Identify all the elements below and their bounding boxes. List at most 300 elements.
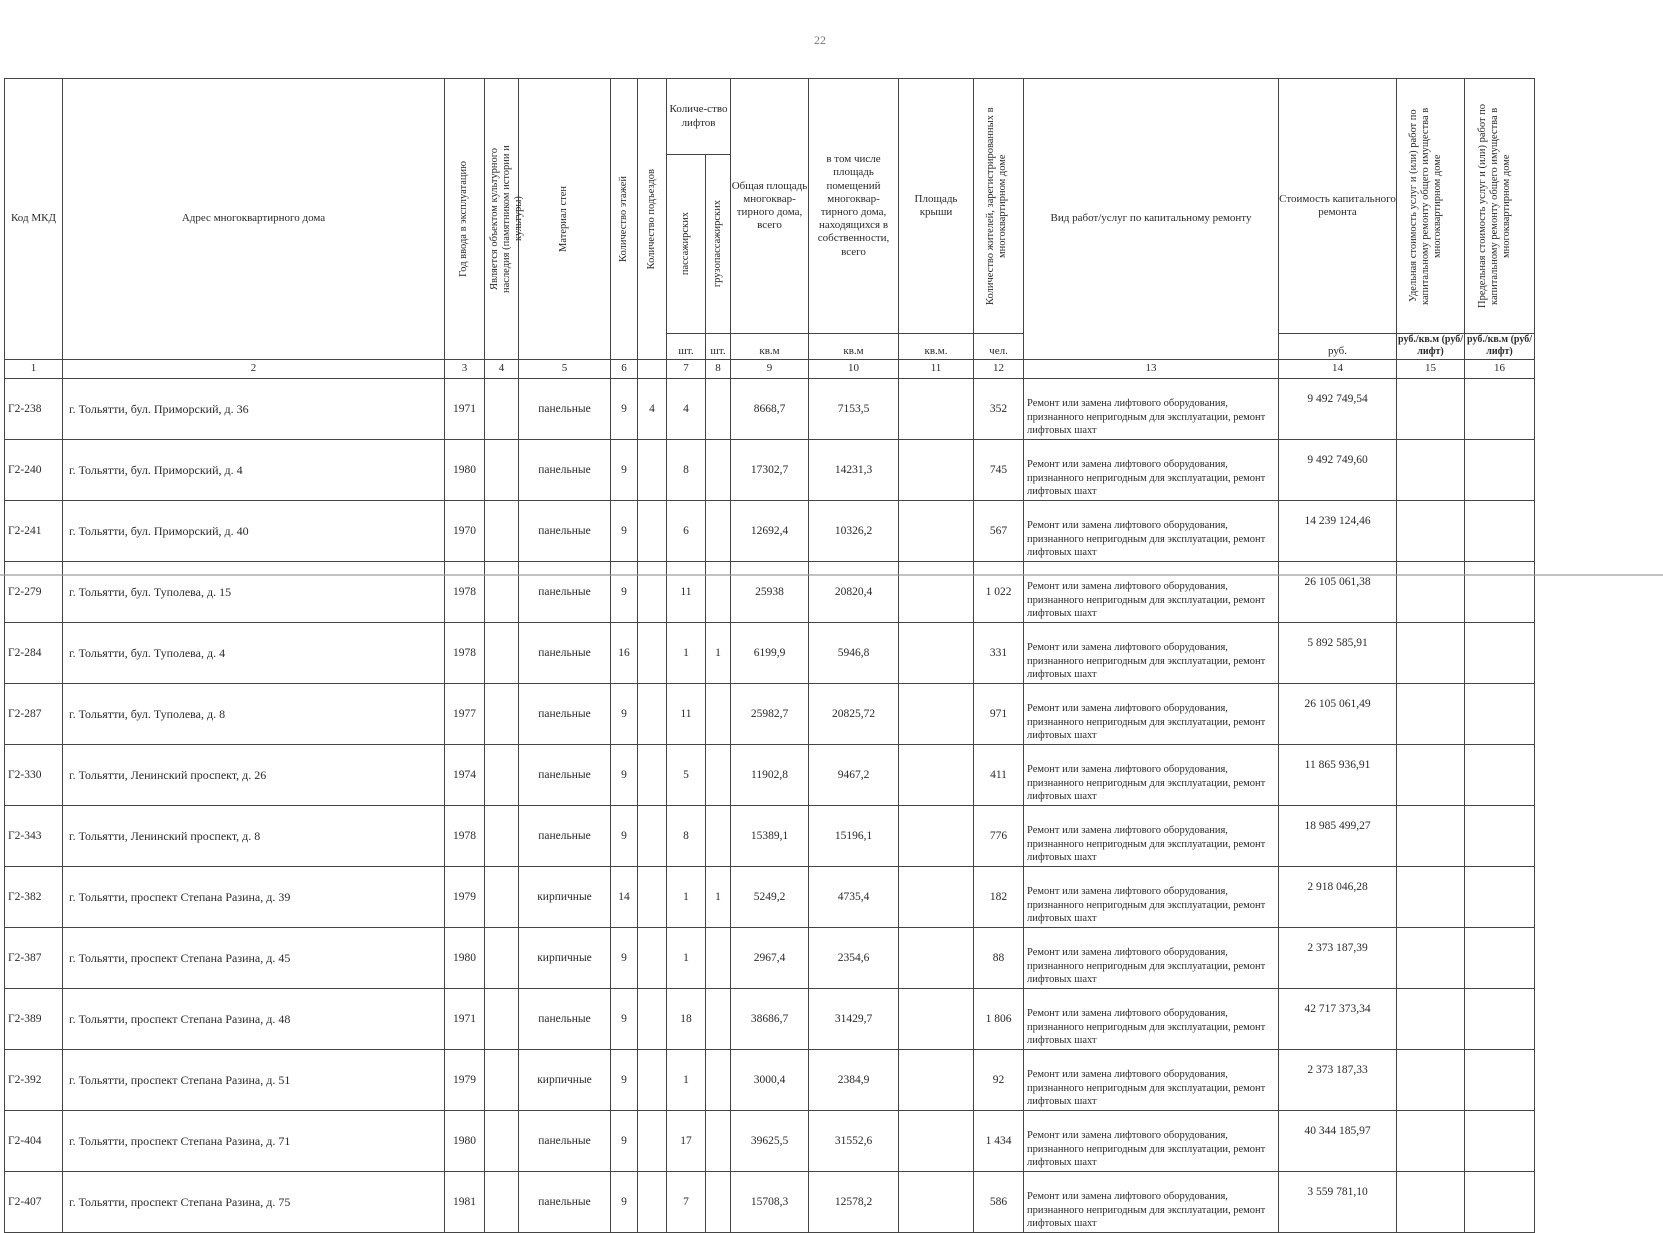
row-unit-cost bbox=[1397, 989, 1465, 1050]
table-row bbox=[5, 1050, 1535, 1111]
row-floors: 9 bbox=[611, 684, 638, 745]
header-roof-area: Площадь крыши bbox=[899, 79, 974, 334]
row-cost: 2 373 187,39 bbox=[1279, 928, 1397, 989]
row-floors: 9 bbox=[611, 379, 638, 440]
row-max-cost bbox=[1465, 684, 1535, 745]
row-year: 1971 bbox=[445, 379, 485, 440]
unit-total-area: кв.м bbox=[731, 334, 809, 360]
row-lifts-passenger: 1 bbox=[667, 928, 706, 989]
row-roof-area bbox=[899, 1050, 974, 1111]
row-total-area: 5249,2 bbox=[731, 867, 809, 928]
table-row bbox=[5, 440, 1535, 501]
row-address: г. Тольятти, проспект Степана Разина, д. 51 bbox=[63, 1050, 445, 1111]
row-unit-cost bbox=[1397, 745, 1465, 806]
row-code: Г2-279 bbox=[5, 562, 63, 623]
column-numbers-row bbox=[5, 360, 1535, 379]
row-total-area: 15708,3 bbox=[731, 1172, 809, 1233]
row-roof-area bbox=[899, 1111, 974, 1172]
table-row bbox=[5, 684, 1535, 745]
column-number-cell: 3 bbox=[445, 360, 485, 379]
table-row bbox=[5, 745, 1535, 806]
row-owned-area: 12578,2 bbox=[809, 1172, 899, 1233]
row-total-area: 38686,7 bbox=[731, 989, 809, 1050]
row-work-type: Ремонт или замена лифтового оборудования, признанного непригодным для эксплуатации, ремонт лифтовых шахт bbox=[1024, 1050, 1279, 1111]
row-max-cost bbox=[1465, 501, 1535, 562]
row-roof-area bbox=[899, 867, 974, 928]
row-work-type: Ремонт или замена лифтового оборудования, признанного непригодным для эксплуатации, ремонт лифтовых шахт bbox=[1024, 806, 1279, 867]
row-floors: 9 bbox=[611, 1111, 638, 1172]
row-heritage bbox=[485, 989, 519, 1050]
row-lifts-cargo bbox=[706, 1111, 731, 1172]
row-max-cost bbox=[1465, 1050, 1535, 1111]
row-entrances bbox=[638, 806, 667, 867]
row-heritage bbox=[485, 440, 519, 501]
column-number-cell: 10 bbox=[809, 360, 899, 379]
column-number-cell: 12 bbox=[974, 360, 1024, 379]
row-year: 1978 bbox=[445, 623, 485, 684]
row-work-type: Ремонт или замена лифтового оборудования, признанного непригодным для эксплуатации, ремонт лифтовых шахт bbox=[1024, 1172, 1279, 1233]
column-number-cell: 7 bbox=[667, 360, 706, 379]
column-number-cell: 16 bbox=[1465, 360, 1535, 379]
row-cost: 2 373 187,33 bbox=[1279, 1050, 1397, 1111]
column-number-cell: 4 bbox=[485, 360, 519, 379]
row-lifts-cargo bbox=[706, 440, 731, 501]
header-unit-cost: Удельная стоимость услуг и (или) работ по капитальному ремонту общего имущества в многоквартирном доме bbox=[1397, 79, 1465, 334]
column-number-cell bbox=[638, 360, 667, 379]
row-total-area: 25938 bbox=[731, 562, 809, 623]
row-residents: 92 bbox=[974, 1050, 1024, 1111]
row-max-cost bbox=[1465, 562, 1535, 623]
row-total-area: 15389,1 bbox=[731, 806, 809, 867]
row-max-cost bbox=[1465, 745, 1535, 806]
row-work-type: Ремонт или замена лифтового оборудования, признанного непригодным для эксплуатации, ремонт лифтовых шахт bbox=[1024, 745, 1279, 806]
row-owned-area: 14231,3 bbox=[809, 440, 899, 501]
table-row bbox=[5, 562, 1535, 623]
row-total-area: 8668,7 bbox=[731, 379, 809, 440]
row-unit-cost bbox=[1397, 928, 1465, 989]
row-material: панельные bbox=[519, 1172, 611, 1233]
row-work-type: Ремонт или замена лифтового оборудования, признанного непригодным для эксплуатации, ремонт лифтовых шахт bbox=[1024, 684, 1279, 745]
row-residents: 352 bbox=[974, 379, 1024, 440]
row-entrances bbox=[638, 501, 667, 562]
row-total-area: 39625,5 bbox=[731, 1111, 809, 1172]
row-address: г. Тольятти, бул. Туполева, д. 8 bbox=[63, 684, 445, 745]
row-material: кирпичные bbox=[519, 1050, 611, 1111]
column-number-cell: 5 bbox=[519, 360, 611, 379]
row-lifts-passenger: 11 bbox=[667, 684, 706, 745]
row-total-area: 6199,9 bbox=[731, 623, 809, 684]
row-lifts-cargo: 1 bbox=[706, 867, 731, 928]
row-unit-cost bbox=[1397, 684, 1465, 745]
row-total-area: 2967,4 bbox=[731, 928, 809, 989]
row-year: 1980 bbox=[445, 928, 485, 989]
row-residents: 1 022 bbox=[974, 562, 1024, 623]
row-material: панельные bbox=[519, 989, 611, 1050]
row-lifts-passenger: 8 bbox=[667, 440, 706, 501]
header-entrances: Количество подъездов bbox=[638, 79, 667, 360]
row-roof-area bbox=[899, 684, 974, 745]
row-floors: 9 bbox=[611, 1172, 638, 1233]
row-heritage bbox=[485, 1172, 519, 1233]
row-entrances bbox=[638, 1172, 667, 1233]
table-row bbox=[5, 1172, 1535, 1233]
row-owned-area: 7153,5 bbox=[809, 379, 899, 440]
row-residents: 971 bbox=[974, 684, 1024, 745]
row-code: Г2-404 bbox=[5, 1111, 63, 1172]
row-work-type: Ремонт или замена лифтового оборудования, признанного непригодным для эксплуатации, ремонт лифтовых шахт bbox=[1024, 867, 1279, 928]
row-material: панельные bbox=[519, 440, 611, 501]
row-max-cost bbox=[1465, 928, 1535, 989]
row-roof-area bbox=[899, 1172, 974, 1233]
row-roof-area bbox=[899, 562, 974, 623]
column-number-cell: 15 bbox=[1397, 360, 1465, 379]
row-material: кирпичные bbox=[519, 928, 611, 989]
row-material: панельные bbox=[519, 684, 611, 745]
row-code: Г2-241 bbox=[5, 501, 63, 562]
row-code: Г2-240 bbox=[5, 440, 63, 501]
row-owned-area: 10326,2 bbox=[809, 501, 899, 562]
table-row bbox=[5, 623, 1535, 684]
row-unit-cost bbox=[1397, 867, 1465, 928]
unit-roof-area: кв.м. bbox=[899, 334, 974, 360]
row-owned-area: 20820,4 bbox=[809, 562, 899, 623]
row-cost: 40 344 185,97 bbox=[1279, 1111, 1397, 1172]
column-number-cell: 14 bbox=[1279, 360, 1397, 379]
row-lifts-cargo bbox=[706, 684, 731, 745]
header-code: Код МКД bbox=[5, 79, 63, 360]
header-total-area: Общая площадь многоквар-тирного дома, всего bbox=[731, 79, 809, 334]
row-address: г. Тольятти, бул. Приморский, д. 40 bbox=[63, 501, 445, 562]
row-floors: 9 bbox=[611, 440, 638, 501]
row-year: 1977 bbox=[445, 684, 485, 745]
column-number-cell: 6 bbox=[611, 360, 638, 379]
row-year: 1979 bbox=[445, 867, 485, 928]
row-cost: 11 865 936,91 bbox=[1279, 745, 1397, 806]
row-work-type: Ремонт или замена лифтового оборудования, признанного непригодным для эксплуатации, ремонт лифтовых шахт bbox=[1024, 1111, 1279, 1172]
header-lifts: Количе-ство лифтов bbox=[667, 79, 731, 155]
row-address: г. Тольятти, бул. Туполева, д. 4 bbox=[63, 623, 445, 684]
row-owned-area: 31552,6 bbox=[809, 1111, 899, 1172]
row-owned-area: 2354,6 bbox=[809, 928, 899, 989]
row-work-type: Ремонт или замена лифтового оборудования, признанного непригодным для эксплуатации, ремонт лифтовых шахт bbox=[1024, 928, 1279, 989]
unit-pcs-cargo: шт. bbox=[706, 334, 731, 360]
row-max-cost bbox=[1465, 1172, 1535, 1233]
row-cost: 9 492 749,60 bbox=[1279, 440, 1397, 501]
header-work-type: Вид работ/услуг по капитальному ремонту bbox=[1024, 79, 1279, 360]
row-floors: 9 bbox=[611, 1050, 638, 1111]
row-heritage bbox=[485, 806, 519, 867]
header-heritage: Является объектом культурного наследия (памятником истории и культуры) bbox=[485, 79, 519, 360]
row-material: панельные bbox=[519, 379, 611, 440]
column-number-cell: 11 bbox=[899, 360, 974, 379]
row-lifts-cargo bbox=[706, 1172, 731, 1233]
row-lifts-passenger: 18 bbox=[667, 989, 706, 1050]
row-unit-cost bbox=[1397, 562, 1465, 623]
row-code: Г2-238 bbox=[5, 379, 63, 440]
row-entrances bbox=[638, 745, 667, 806]
row-entrances bbox=[638, 623, 667, 684]
row-year: 1980 bbox=[445, 1111, 485, 1172]
header-cost: Стоимость капитального ремонта bbox=[1279, 79, 1397, 334]
table-row bbox=[5, 806, 1535, 867]
row-address: г. Тольятти, проспект Степана Разина, д. 39 bbox=[63, 867, 445, 928]
table-row bbox=[5, 379, 1535, 440]
row-code: Г2-389 bbox=[5, 989, 63, 1050]
row-work-type: Ремонт или замена лифтового оборудования, признанного непригодным для эксплуатации, ремонт лифтовых шахт bbox=[1024, 440, 1279, 501]
row-lifts-passenger: 6 bbox=[667, 501, 706, 562]
row-lifts-cargo: 1 bbox=[706, 623, 731, 684]
row-lifts-passenger: 1 bbox=[667, 867, 706, 928]
row-total-area: 3000,4 bbox=[731, 1050, 809, 1111]
row-cost: 3 559 781,10 bbox=[1279, 1172, 1397, 1233]
header-material: Материал стен bbox=[519, 79, 611, 360]
row-heritage bbox=[485, 867, 519, 928]
row-year: 1978 bbox=[445, 806, 485, 867]
row-lifts-passenger: 5 bbox=[667, 745, 706, 806]
table-body bbox=[5, 379, 1535, 1233]
row-code: Г2-382 bbox=[5, 867, 63, 928]
row-roof-area bbox=[899, 928, 974, 989]
row-year: 1970 bbox=[445, 501, 485, 562]
row-cost: 9 492 749,54 bbox=[1279, 379, 1397, 440]
row-heritage bbox=[485, 928, 519, 989]
row-code: Г2-343 bbox=[5, 806, 63, 867]
repair-table-wrapper bbox=[4, 78, 1535, 1233]
header-lifts-cargo: грузопассажирских bbox=[706, 155, 731, 334]
row-heritage bbox=[485, 745, 519, 806]
row-max-cost bbox=[1465, 623, 1535, 684]
row-lifts-passenger: 11 bbox=[667, 562, 706, 623]
row-lifts-passenger: 7 bbox=[667, 1172, 706, 1233]
row-residents: 88 bbox=[974, 928, 1024, 989]
row-floors: 9 bbox=[611, 806, 638, 867]
row-roof-area bbox=[899, 806, 974, 867]
row-lifts-cargo bbox=[706, 501, 731, 562]
row-heritage bbox=[485, 379, 519, 440]
row-cost: 5 892 585,91 bbox=[1279, 623, 1397, 684]
row-address: г. Тольятти, бул. Туполева, д. 15 bbox=[63, 562, 445, 623]
row-owned-area: 31429,7 bbox=[809, 989, 899, 1050]
row-total-area: 11902,8 bbox=[731, 745, 809, 806]
row-lifts-cargo bbox=[706, 928, 731, 989]
unit-residents: чел. bbox=[974, 334, 1024, 360]
row-owned-area: 9467,2 bbox=[809, 745, 899, 806]
row-address: г. Тольятти, проспект Степана Разина, д. 75 bbox=[63, 1172, 445, 1233]
row-lifts-cargo bbox=[706, 1050, 731, 1111]
page-number: 22 bbox=[814, 33, 826, 47]
row-max-cost bbox=[1465, 379, 1535, 440]
row-residents: 331 bbox=[974, 623, 1024, 684]
header-year: Год ввода в эксплуатацию bbox=[445, 79, 485, 360]
row-entrances bbox=[638, 989, 667, 1050]
row-floors: 14 bbox=[611, 867, 638, 928]
row-year: 1979 bbox=[445, 1050, 485, 1111]
row-address: г. Тольятти, Ленинский проспект, д. 8 bbox=[63, 806, 445, 867]
row-floors: 9 bbox=[611, 989, 638, 1050]
row-cost: 14 239 124,46 bbox=[1279, 501, 1397, 562]
row-code: Г2-392 bbox=[5, 1050, 63, 1111]
column-number-cell: 9 bbox=[731, 360, 809, 379]
row-material: панельные bbox=[519, 501, 611, 562]
row-material: панельные bbox=[519, 623, 611, 684]
row-entrances bbox=[638, 684, 667, 745]
row-heritage bbox=[485, 501, 519, 562]
row-lifts-passenger: 1 bbox=[667, 1050, 706, 1111]
row-lifts-cargo bbox=[706, 562, 731, 623]
row-unit-cost bbox=[1397, 623, 1465, 684]
row-floors: 9 bbox=[611, 745, 638, 806]
row-work-type: Ремонт или замена лифтового оборудования, признанного непригодным для эксплуатации, ремонт лифтовых шахт bbox=[1024, 501, 1279, 562]
row-unit-cost bbox=[1397, 501, 1465, 562]
row-code: Г2-287 bbox=[5, 684, 63, 745]
row-cost: 26 105 061,49 bbox=[1279, 684, 1397, 745]
row-cost: 42 717 373,34 bbox=[1279, 989, 1397, 1050]
unit-owned-area: кв.м bbox=[809, 334, 899, 360]
unit-pcs-passenger: шт. bbox=[667, 334, 706, 360]
row-unit-cost bbox=[1397, 440, 1465, 501]
row-entrances bbox=[638, 928, 667, 989]
row-max-cost bbox=[1465, 1111, 1535, 1172]
unit-max-cost: руб./кв.м (руб/лифт) bbox=[1465, 334, 1535, 360]
row-entrances bbox=[638, 1111, 667, 1172]
row-roof-area bbox=[899, 989, 974, 1050]
row-roof-area bbox=[899, 501, 974, 562]
row-owned-area: 4735,4 bbox=[809, 867, 899, 928]
row-unit-cost bbox=[1397, 1111, 1465, 1172]
row-residents: 411 bbox=[974, 745, 1024, 806]
row-year: 1974 bbox=[445, 745, 485, 806]
row-code: Г2-387 bbox=[5, 928, 63, 989]
row-work-type: Ремонт или замена лифтового оборудования, признанного непригодным для эксплуатации, ремонт лифтовых шахт bbox=[1024, 989, 1279, 1050]
row-residents: 1 434 bbox=[974, 1111, 1024, 1172]
table-row bbox=[5, 989, 1535, 1050]
row-residents: 776 bbox=[974, 806, 1024, 867]
row-owned-area: 5946,8 bbox=[809, 623, 899, 684]
table-row bbox=[5, 501, 1535, 562]
row-entrances bbox=[638, 562, 667, 623]
row-unit-cost bbox=[1397, 1050, 1465, 1111]
row-heritage bbox=[485, 1111, 519, 1172]
row-entrances bbox=[638, 867, 667, 928]
row-material: панельные bbox=[519, 806, 611, 867]
row-roof-area bbox=[899, 379, 974, 440]
row-roof-area bbox=[899, 623, 974, 684]
table-row bbox=[5, 928, 1535, 989]
row-address: г. Тольятти, проспект Степана Разина, д. 71 bbox=[63, 1111, 445, 1172]
row-lifts-passenger: 8 bbox=[667, 806, 706, 867]
row-entrances: 4 bbox=[638, 379, 667, 440]
row-max-cost bbox=[1465, 806, 1535, 867]
row-floors: 9 bbox=[611, 928, 638, 989]
row-year: 1978 bbox=[445, 562, 485, 623]
row-total-area: 17302,7 bbox=[731, 440, 809, 501]
row-year: 1980 bbox=[445, 440, 485, 501]
row-code: Г2-284 bbox=[5, 623, 63, 684]
row-lifts-passenger: 4 bbox=[667, 379, 706, 440]
row-residents: 182 bbox=[974, 867, 1024, 928]
row-address: г. Тольятти, Ленинский проспект, д. 26 bbox=[63, 745, 445, 806]
column-number-cell: 1 bbox=[5, 360, 63, 379]
header-max-cost: Предельная стоимость услуг и (или) работ по капитальному ремонту общего имущества в многоквартирном доме bbox=[1465, 79, 1535, 334]
row-work-type: Ремонт или замена лифтового оборудования, признанного непригодным для эксплуатации, ремонт лифтовых шахт bbox=[1024, 623, 1279, 684]
header-lifts-passenger: пассажирских bbox=[667, 155, 706, 334]
column-number-cell: 8 bbox=[706, 360, 731, 379]
row-unit-cost bbox=[1397, 1172, 1465, 1233]
row-work-type: Ремонт или замена лифтового оборудования, признанного непригодным для эксплуатации, ремонт лифтовых шахт bbox=[1024, 562, 1279, 623]
row-max-cost bbox=[1465, 440, 1535, 501]
row-address: г. Тольятти, бул. Приморский, д. 4 bbox=[63, 440, 445, 501]
row-heritage bbox=[485, 684, 519, 745]
row-heritage bbox=[485, 1050, 519, 1111]
row-material: панельные bbox=[519, 745, 611, 806]
row-lifts-cargo bbox=[706, 379, 731, 440]
row-total-area: 12692,4 bbox=[731, 501, 809, 562]
unit-cost: руб. bbox=[1279, 334, 1397, 360]
row-address: г. Тольятти, проспект Степана Разина, д. 45 bbox=[63, 928, 445, 989]
row-address: г. Тольятти, проспект Степана Разина, д. 48 bbox=[63, 989, 445, 1050]
header-floors: Количество этажей bbox=[611, 79, 638, 360]
row-lifts-passenger: 1 bbox=[667, 623, 706, 684]
row-floors: 9 bbox=[611, 562, 638, 623]
row-code: Г2-407 bbox=[5, 1172, 63, 1233]
row-cost: 18 985 499,27 bbox=[1279, 806, 1397, 867]
row-heritage bbox=[485, 562, 519, 623]
row-floors: 16 bbox=[611, 623, 638, 684]
row-lifts-cargo bbox=[706, 989, 731, 1050]
header-owned-area: в том числе площадь помещений многоквар-тирного дома, находящихся в собственности, всего bbox=[809, 79, 899, 334]
scan-artifact-line bbox=[0, 574, 1663, 576]
row-address: г. Тольятти, бул. Приморский, д. 36 bbox=[63, 379, 445, 440]
row-entrances bbox=[638, 1050, 667, 1111]
row-max-cost bbox=[1465, 989, 1535, 1050]
row-heritage bbox=[485, 623, 519, 684]
row-year: 1981 bbox=[445, 1172, 485, 1233]
row-residents: 745 bbox=[974, 440, 1024, 501]
row-owned-area: 20825,72 bbox=[809, 684, 899, 745]
row-residents: 567 bbox=[974, 501, 1024, 562]
row-code: Г2-330 bbox=[5, 745, 63, 806]
column-number-cell: 13 bbox=[1024, 360, 1279, 379]
row-entrances bbox=[638, 440, 667, 501]
row-unit-cost bbox=[1397, 379, 1465, 440]
row-cost: 26 105 061,38 bbox=[1279, 562, 1397, 623]
row-residents: 586 bbox=[974, 1172, 1024, 1233]
row-unit-cost bbox=[1397, 806, 1465, 867]
header-address: Адрес многоквартирного дома bbox=[63, 79, 445, 360]
row-roof-area bbox=[899, 745, 974, 806]
row-material: панельные bbox=[519, 562, 611, 623]
row-year: 1971 bbox=[445, 989, 485, 1050]
row-lifts-cargo bbox=[706, 745, 731, 806]
table-row bbox=[5, 867, 1535, 928]
header-residents: Количество жителей, зарегистрированных в многоквартирном доме bbox=[974, 79, 1024, 334]
capital-repair-table bbox=[4, 78, 1535, 1233]
row-total-area: 25982,7 bbox=[731, 684, 809, 745]
row-floors: 9 bbox=[611, 501, 638, 562]
table-row bbox=[5, 1111, 1535, 1172]
row-residents: 1 806 bbox=[974, 989, 1024, 1050]
row-work-type: Ремонт или замена лифтового оборудования, признанного непригодным для эксплуатации, ремонт лифтовых шахт bbox=[1024, 379, 1279, 440]
row-material: кирпичные bbox=[519, 867, 611, 928]
row-roof-area bbox=[899, 440, 974, 501]
row-owned-area: 15196,1 bbox=[809, 806, 899, 867]
row-lifts-cargo bbox=[706, 806, 731, 867]
row-cost: 2 918 046,28 bbox=[1279, 867, 1397, 928]
row-material: панельные bbox=[519, 1111, 611, 1172]
row-owned-area: 2384,9 bbox=[809, 1050, 899, 1111]
row-max-cost bbox=[1465, 867, 1535, 928]
row-lifts-passenger: 17 bbox=[667, 1111, 706, 1172]
